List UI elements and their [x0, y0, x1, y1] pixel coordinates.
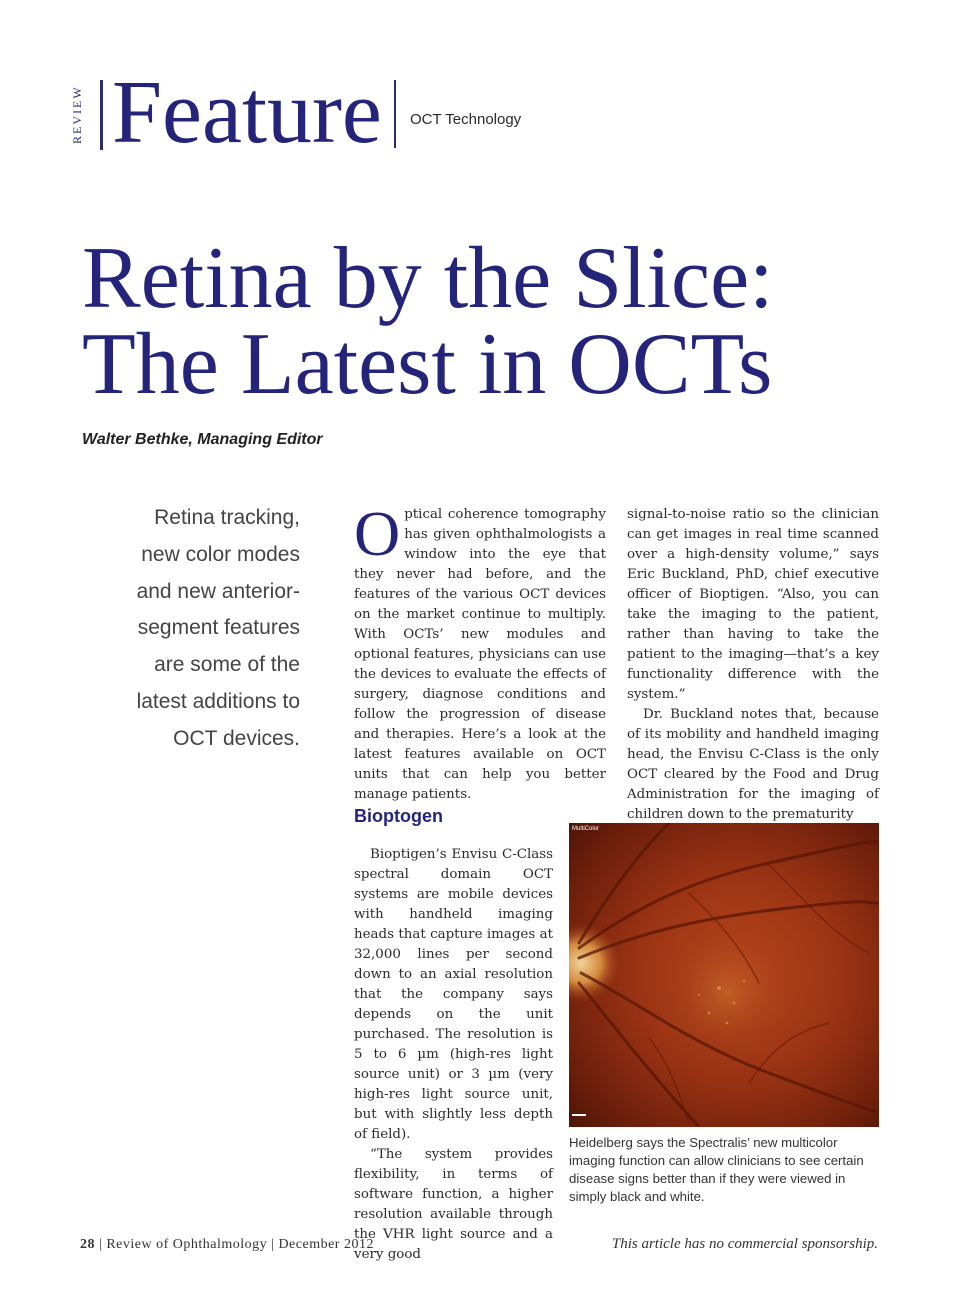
figure-caption: Heidelberg says the Spectralis’ new multicolor imaging function can allow clinicians to see certain disease signs better than if they were viewed in simply black and white.: [569, 1135, 864, 1204]
fundus-photo: [569, 823, 879, 1127]
page-number: 28: [80, 1237, 95, 1252]
article-title-line-1: Retina by the Slice:: [82, 230, 774, 327]
footer-separator: |: [271, 1237, 275, 1252]
body-paragraph: Dr. Buckland notes that, because of its mobility and handheld imaging head, the Envisu C-Class is the only OCT cleared by the Food and Drug Administration for the imaging of children down to the prematurity: [627, 707, 879, 822]
pull-quote-line: Retina tracking,: [154, 506, 300, 529]
article-title: [82, 230, 902, 413]
pull-quote-line: latest additions to: [136, 689, 300, 713]
body-paragraph: signal-to-noise ratio so the clinician can get images in real time scanned over a high-density volume,” says Eric Buckland, PhD, chief executive officer of Bioptigen. “Also, you can take the imaging to the patient, rather than having to take the patient to the imaging—that’s a key functionality difference with the system.”: [627, 507, 879, 702]
sponsorship-note: This article has no commercial sponsorship.: [611, 1236, 878, 1252]
masthead-divider: [100, 80, 103, 150]
magazine-name: Review of Ophthalmology: [106, 1237, 268, 1252]
section-title: Feature: [112, 63, 382, 162]
right-column: [627, 505, 879, 825]
masthead-divider-right: [394, 80, 396, 148]
pull-quote-line: segment features: [137, 616, 300, 640]
pull-quote-line: new color modes: [141, 542, 300, 566]
byline: Walter Bethke, Managing Editor: [82, 431, 323, 448]
article-title-line-2: The Latest in OCTs: [82, 316, 773, 413]
intro-paragraph: ptical coherence tomography has given ophthalmologists a window into the eye that they never had before, and the features of the various OCT devices on the market continue to multiply. With OCTs’ new modules and optional features, physicians can use the devices to evaluate the effects of surgery, diagnose conditions and follow the progression of disease and therapies. Here’s a look at the latest features available on OCT units that can help you better manage patients.: [354, 507, 606, 802]
scale-bar: [572, 1114, 586, 1116]
retina-image: [569, 823, 879, 1127]
image-label: MultiColor: [572, 826, 600, 832]
issue-date: December 2012: [278, 1237, 374, 1252]
footer-separator: |: [99, 1237, 103, 1252]
drop-cap: O: [354, 498, 401, 569]
body-paragraph: “The system provides flexibility, in terms of software function, a higher resolution available through the VHR light source and a very good: [354, 1147, 553, 1262]
pull-quote-line: are some of the: [154, 653, 300, 677]
topic-label: OCT Technology: [410, 111, 522, 128]
page-footer: [80, 1237, 374, 1253]
body-paragraph: Bioptigen’s Envisu C-Class spectral domain OCT systems are mobile devices with handheld imaging heads that capture images at 32,000 lines per second down to an axial resolution that the company says depends on the unit purchased. The resolution is 5 to 6 µm (high-res light source unit) or 3 µm (very high-res light source unit, but with slightly less depth of field).: [354, 847, 553, 1142]
section-subhead: Bioptogen: [354, 806, 443, 826]
pull-quote-line: OCT devices.: [173, 726, 300, 750]
pull-quote: [110, 500, 300, 758]
pull-quote-line: and new anterior-: [136, 579, 300, 603]
magazine-vertical-label: REVIEW: [70, 85, 84, 145]
bioptogen-column: [354, 845, 553, 1265]
intro-column: [354, 498, 606, 805]
